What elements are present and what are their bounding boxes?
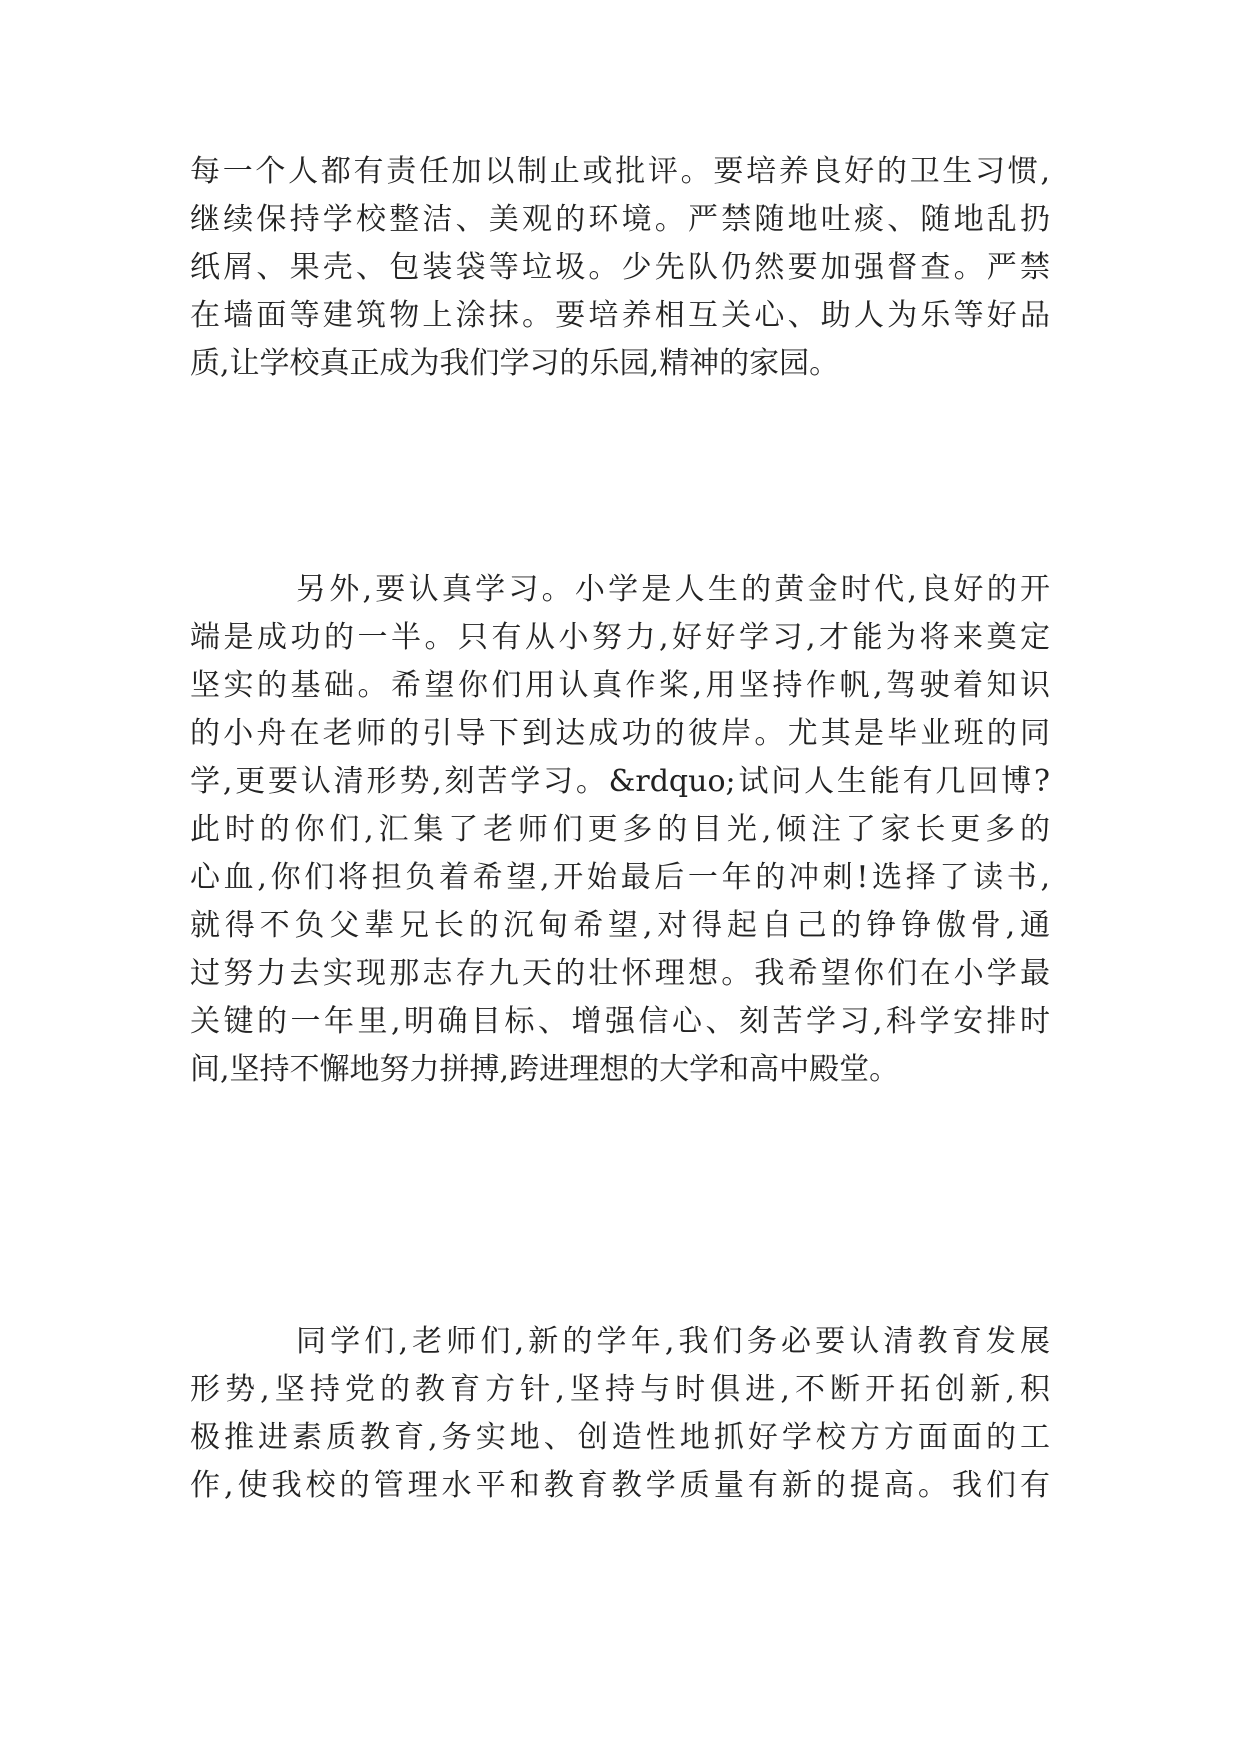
text-line: 坚实的基础。希望你们用认真作桨,用坚持作帆,驾驶着知识 xyxy=(190,668,1050,703)
text-line: 极推进素质教育,务实地、创造性地抓好学校方方面面的工 xyxy=(190,1420,1050,1455)
text-line: 形势,坚持党的教育方针,坚持与时俱进,不断开拓创新,积 xyxy=(190,1372,1050,1407)
text-line: 关键的一年里,明确目标、增强信心、刻苦学习,科学安排时 xyxy=(190,1004,1050,1039)
text-line: 端是成功的一半。只有从小努力,好好学习,才能为将来奠定 xyxy=(190,620,1050,655)
text-line: 继续保持学校整洁、美观的环境。严禁随地吐痰、随地乱扔 xyxy=(190,202,1050,237)
text-line: 就得不负父辈兄长的沉甸希望,对得起自己的铮铮傲骨,通 xyxy=(190,908,1050,943)
text-line: 在墙面等建筑物上涂抹。要培养相互关心、助人为乐等好品 xyxy=(190,298,1050,333)
paragraph-study xyxy=(190,566,1050,1094)
text-line: 间,坚持不懈地努力拼搏,跨进理想的大学和高中殿堂。 xyxy=(190,1052,900,1087)
paragraph-hygiene xyxy=(190,148,1050,388)
text-line: 质,让学校真正成为我们学习的乐园,精神的家园。 xyxy=(190,346,840,381)
text-line: 学,更要认清形势,刻苦学习。&rdquo;试问人生能有几回博? xyxy=(190,764,1050,799)
text-line: 的小舟在老师的引导下到达成功的彼岸。尤其是毕业班的同 xyxy=(190,716,1050,751)
text-line: 每一个人都有责任加以制止或批评。要培养良好的卫生习惯, xyxy=(190,154,1050,189)
text-line: 另外,要认真学习。小学是人生的黄金时代,良好的开 xyxy=(296,572,1050,607)
text-line: 过努力去实现那志存九天的壮怀理想。我希望你们在小学最 xyxy=(190,956,1050,991)
text-line: 同学们,老师们,新的学年,我们务必要认清教育发展 xyxy=(296,1324,1050,1359)
text-line: 纸屑、果壳、包装袋等垃圾。少先队仍然要加强督查。严禁 xyxy=(190,250,1050,285)
paragraph-new-year xyxy=(190,1318,1050,1510)
text-line: 此时的你们,汇集了老师们更多的目光,倾注了家长更多的 xyxy=(190,812,1050,847)
text-line: 作,使我校的管理水平和教育教学质量有新的提高。我们有 xyxy=(190,1468,1050,1503)
text-line: 心血,你们将担负着希望,开始最后一年的冲刺!选择了读书, xyxy=(190,860,1050,895)
